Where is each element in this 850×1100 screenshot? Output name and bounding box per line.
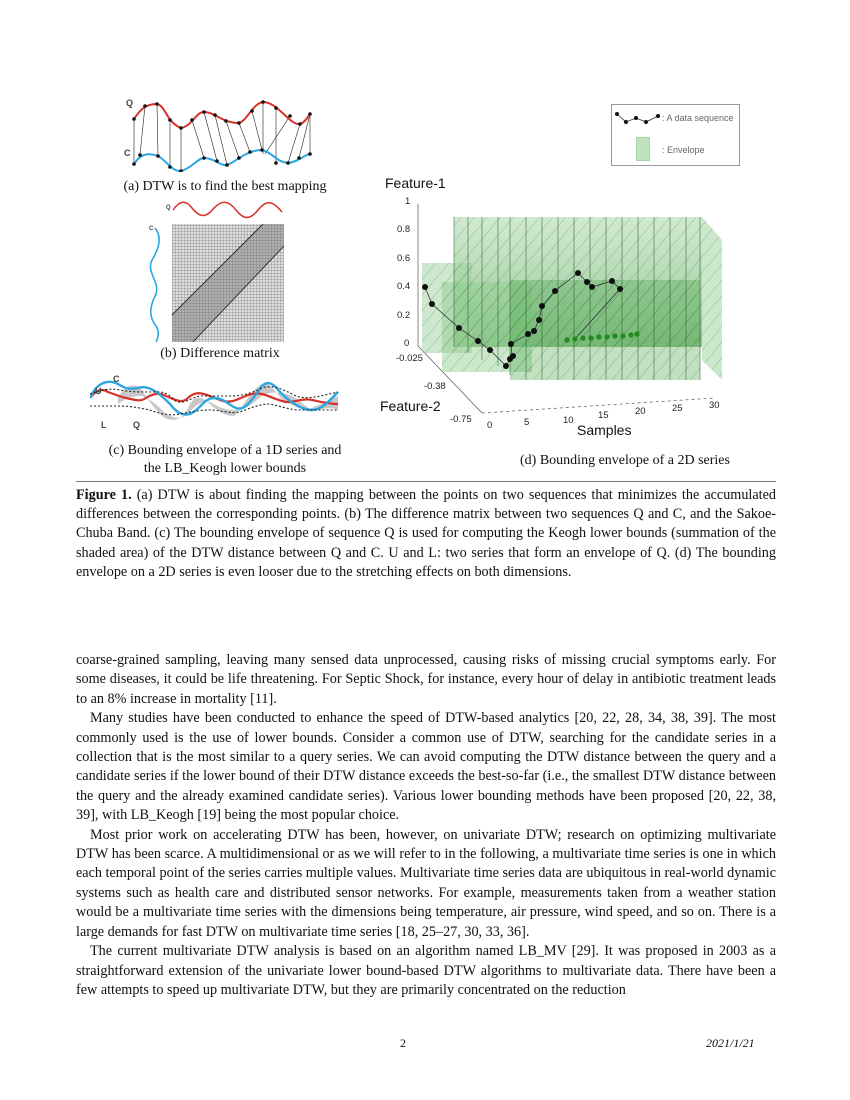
paragraph: The current multivariate DTW analysis is based on an algorithm named LB_MV [29]. It was proposed in 2003 as a straightforward extension of the univariate lower bound-based DTW algorithms to multivariate data. There have been a few attempts to speed up multivariate DTW, but they are primarily concentrated on the reduction — [76, 943, 776, 998]
x-tick: 0 — [487, 420, 493, 431]
panel-a — [100, 92, 350, 200]
x-tick: 30 — [709, 400, 720, 411]
dtw-mapping-diagram — [100, 92, 350, 172]
figure-caption-text: (a) DTW is about finding the mapping between the points on two sequences that minimizes the accumulated differences between the corresponding points. (b) The difference matrix between two sequences Q and C, and the Sakoe-Chuba Band. (c) The bounding envelope of sequence Q is used for computing the Keogh lower bounds (summation of the shaded area) of the DTW distance between Q and C. U and L: two series that form an envelope of Q. (d) The bounding envelope on a 2D series is even looser due to the stretching effects on both dimensions. — [76, 487, 777, 580]
label-c: C — [124, 148, 131, 158]
panel-c — [90, 370, 360, 480]
y-tick: -0.38 — [424, 381, 446, 392]
paragraph: Many studies have been conducted to enhance the speed of DTW-based analytics [20, 22, 28, 34, 38, 39]. The most commonly used is the use of lower bounds. Consider a common use of DTW, searching for the candidate series in a collection that is the most similar to a query series. We can avoid computing the DTW distance between the query and a candidate series if the lower bound of their DTW distance exceeds the best-so-far (i.e., the smallest DTW distance between the query and the already examined candidate series). Various lower bounding methods have been proposed [20, 22, 38, 39], with LB_Keogh [19] being the most popular choice. — [76, 710, 776, 824]
x-axis-label: Samples — [577, 422, 632, 438]
z-tick: 0.6 — [397, 253, 411, 264]
chart-legend — [611, 104, 740, 166]
z-tick: 1 — [405, 196, 411, 207]
paragraph: Most prior work on accelerating DTW has been, however, on univariate DTW; research on optimizing multivariate DTW has been scarce. A multidimensional or as we will refer to in the following, a multivariate time series is one in which each temporal point of the series carries multiple values. Multivariate time series data are ubiquitous in real-world dynamic systems such as health care and distributed sensor networks. For example, measurements taken from a weather station would be a multivariate time series with the dimensions being temperature, air pressure, wind speed, and so on. There is a large demands for fast DTW on multivariate time series [18, 25–27, 30, 33, 36]. — [76, 826, 776, 940]
page-number: 2 — [400, 1036, 406, 1050]
subcaption-c-line1: (c) Bounding envelope of a 1D series and — [108, 443, 342, 458]
figure-caption — [76, 486, 776, 582]
label-q: Q — [126, 98, 134, 108]
figure-label: Figure 1. — [76, 487, 132, 503]
z-axis-label: Feature-1 — [385, 175, 446, 191]
x-tick: 5 — [524, 417, 530, 428]
difference-matrix — [130, 198, 310, 343]
legend-sequence-icon — [614, 111, 662, 127]
z-tick: 0.4 — [397, 281, 411, 292]
label-c: C — [149, 226, 154, 232]
x-tick: 20 — [635, 406, 646, 417]
panel-b — [130, 198, 310, 363]
y-tick: -0.025 — [396, 353, 423, 364]
figure-divider — [76, 481, 776, 482]
legend-sequence-label: : A data sequence — [662, 113, 734, 123]
panel-d-3d-plot — [370, 170, 750, 450]
subcaption-c-line2: the LB_Keogh lower bounds — [143, 461, 307, 476]
x-tick: 15 — [598, 410, 609, 421]
page-date: 2021/1/21 — [706, 1036, 755, 1050]
label-q: Q — [133, 420, 141, 430]
x-tick: 25 — [672, 403, 683, 414]
body-text — [76, 651, 776, 1000]
subcaption-a: (a) DTW is to find the best mapping — [123, 179, 327, 194]
label-q: Q — [166, 205, 171, 211]
label-u: U — [95, 386, 102, 396]
subcaption-d: (d) Bounding envelope of a 2D series — [520, 453, 730, 468]
subcaption-b: (b) Difference matrix — [160, 346, 280, 361]
z-tick: 0.8 — [397, 224, 411, 235]
envelope-1d-diagram — [90, 370, 360, 440]
x-tick: 10 — [563, 415, 574, 426]
y-tick: -0.75 — [450, 414, 472, 425]
label-l: L — [101, 420, 107, 430]
y-axis-label: Feature-2 — [380, 398, 441, 414]
paragraph: coarse-grained sampling, leaving many sensed data unprocessed, causing risks of missing crucial symptoms early. For some diseases, it could be life threatening. For Septic Shock, for instance, every hour of delay in antibiotic treatment leads to an 8% increase in mortality [11]. — [76, 652, 776, 707]
z-tick: 0.2 — [397, 310, 411, 321]
legend-envelope-icon — [636, 137, 650, 161]
label-c: C — [113, 374, 120, 384]
legend-envelope-label: : Envelope — [662, 145, 705, 155]
z-tick: 0 — [404, 338, 410, 349]
envelope-3d-plot-area — [370, 170, 750, 450]
